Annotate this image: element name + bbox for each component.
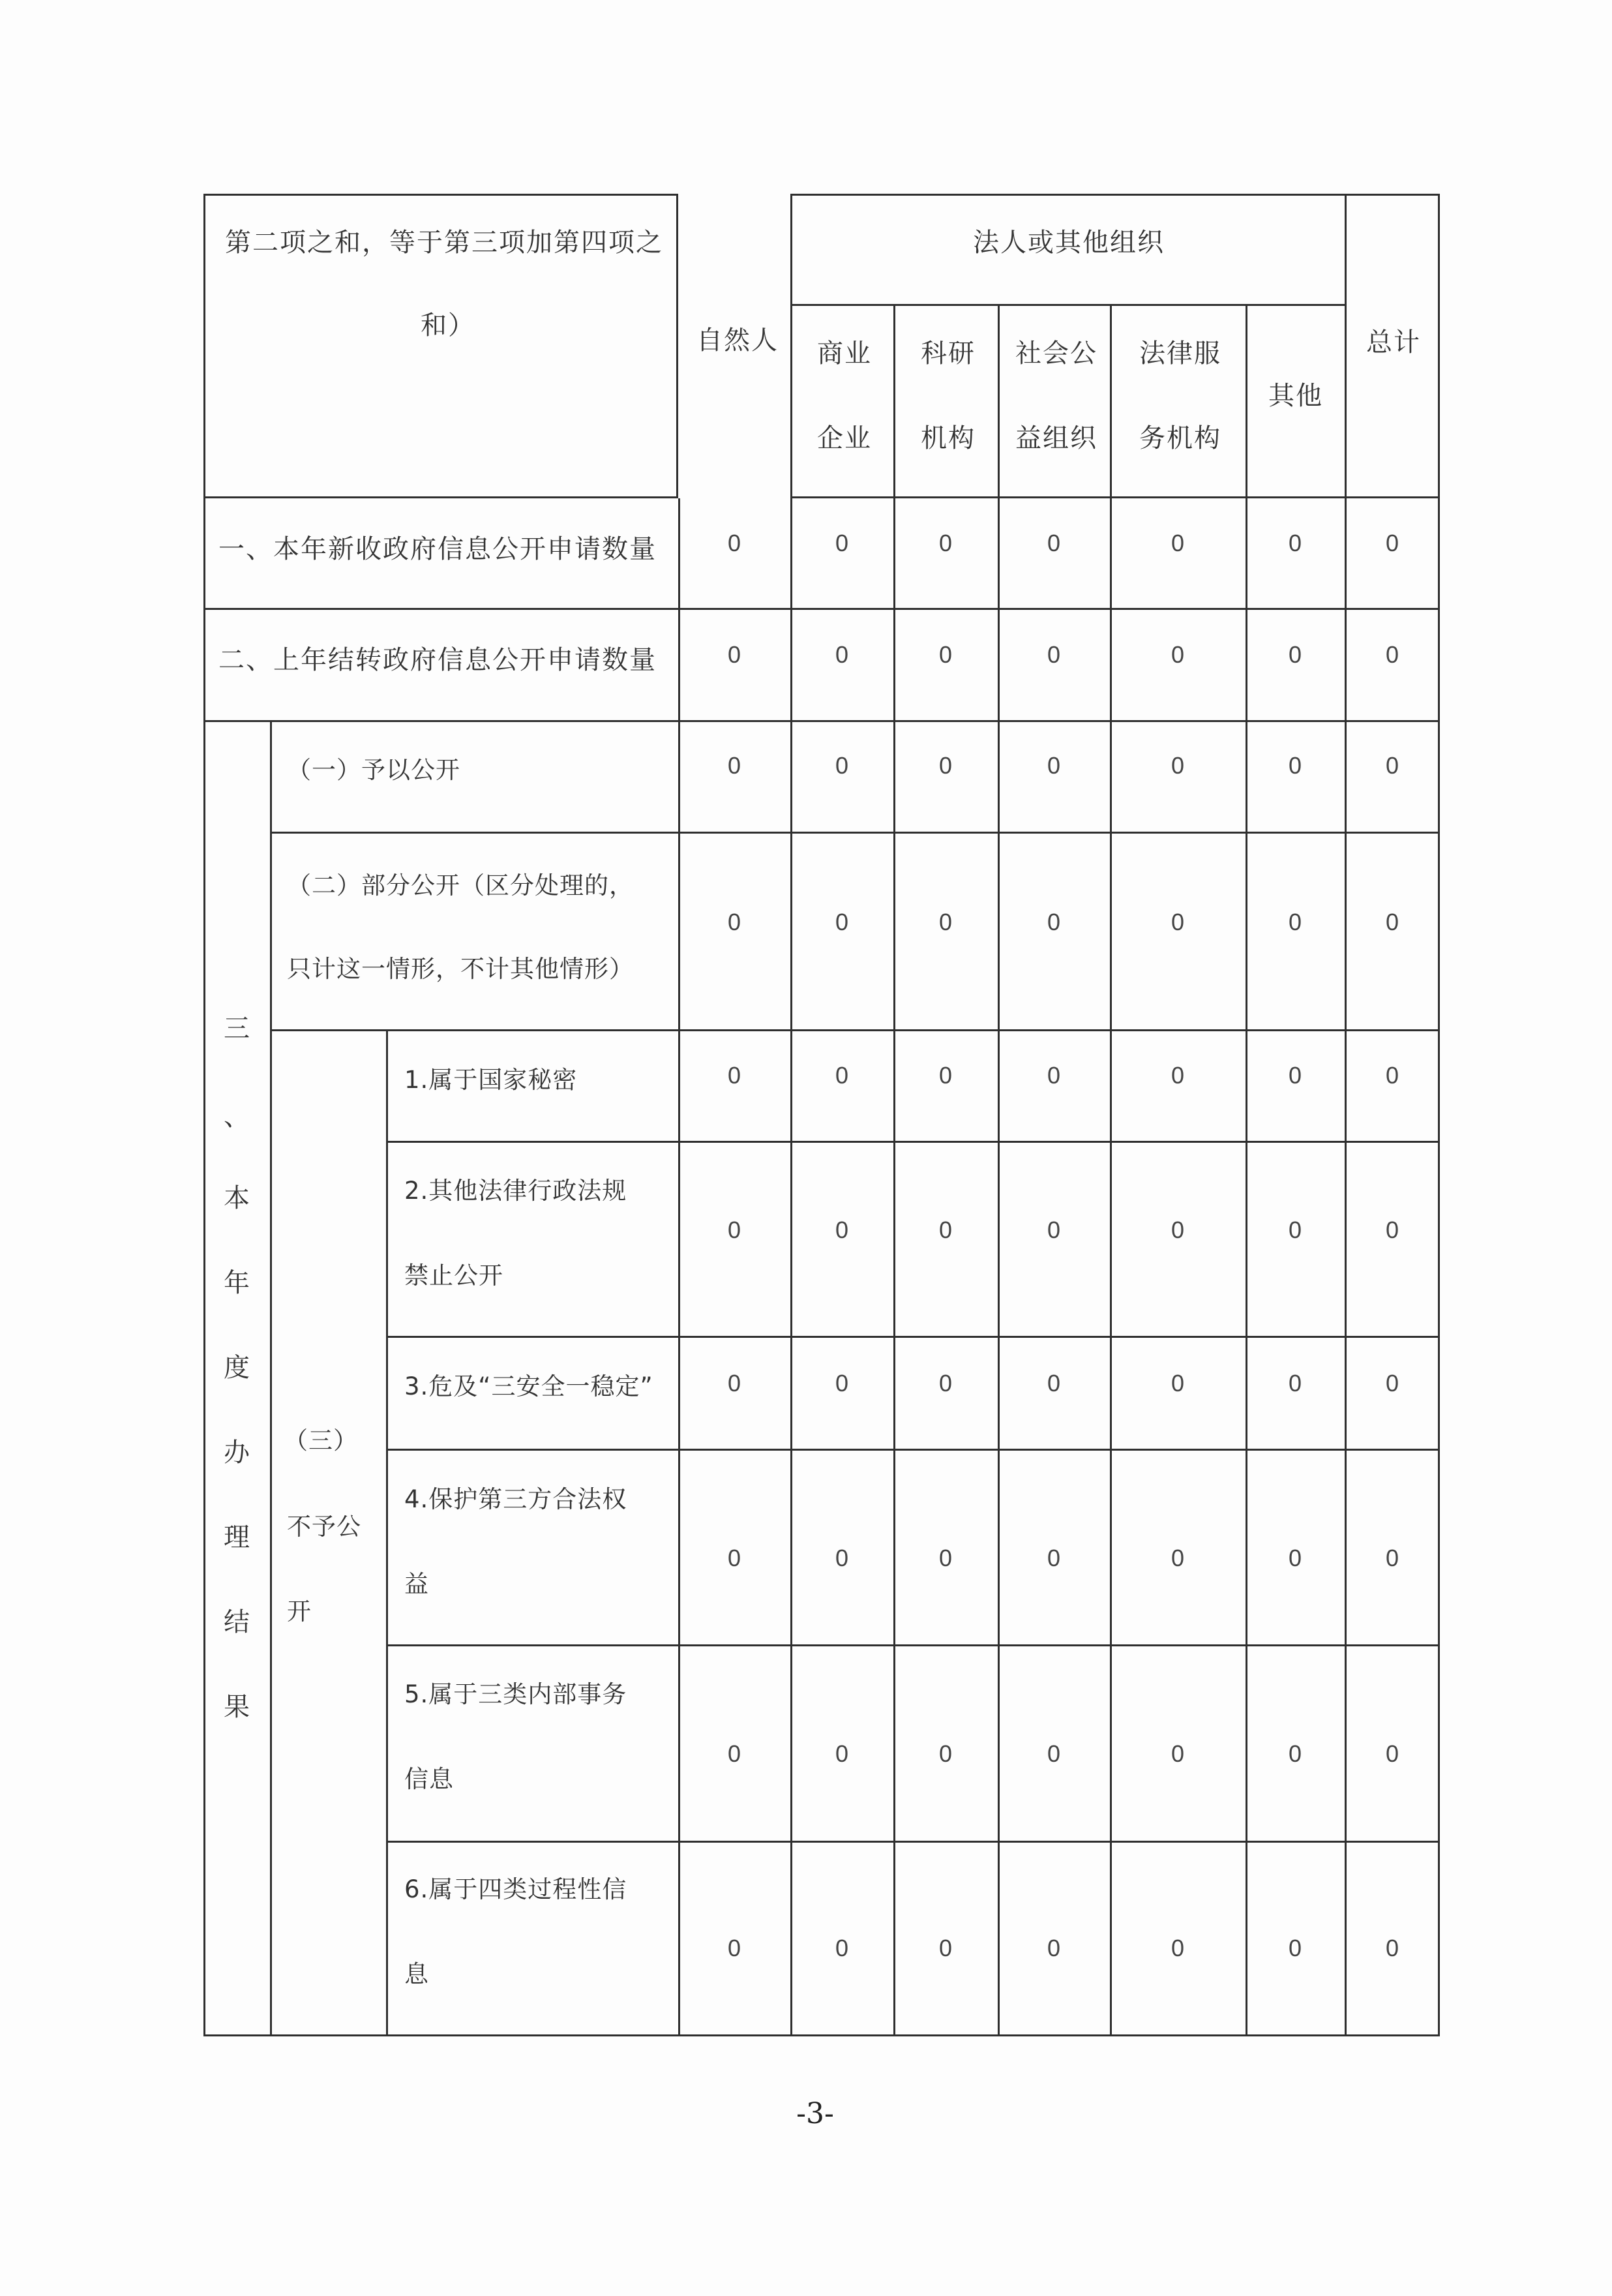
header-legal-group: 法人或其他组织 xyxy=(973,228,1165,258)
section3-char-3: 年 xyxy=(224,1268,250,1298)
col-line-4 xyxy=(1246,498,1247,2036)
cell-value: 0 xyxy=(1385,530,1399,556)
header-title-line2: 和） xyxy=(421,310,475,340)
row-label-law-l2: 禁止公开 xyxy=(404,1261,503,1290)
cell-value: 0 xyxy=(1385,1062,1399,1089)
cell-value: 0 xyxy=(1385,909,1399,935)
cell-value: 0 xyxy=(938,1935,953,1961)
subcol-divider-3 xyxy=(1110,304,1112,498)
cell-value: 0 xyxy=(1047,1370,1061,1397)
header-total: 总计 xyxy=(1366,327,1421,357)
cell-value: 0 xyxy=(1171,1216,1185,1243)
row-line-8 xyxy=(386,1644,1440,1646)
cell-value: 0 xyxy=(1047,1935,1061,1961)
row-label-carried-over: 二、上年结转政府信息公开申请数量 xyxy=(218,645,657,675)
total-col-divider-top xyxy=(1345,194,1347,498)
row-label-disclosed: （一）予以公开 xyxy=(287,756,460,784)
cell-value: 0 xyxy=(938,1740,953,1767)
section3-char-0: 三 xyxy=(224,1014,250,1044)
cell-value: 0 xyxy=(938,1216,953,1243)
cell-value: 0 xyxy=(1288,1062,1302,1089)
cell-value: 0 xyxy=(1288,1216,1302,1243)
col-line-natural-left xyxy=(678,498,680,2036)
cell-value: 0 xyxy=(1385,1935,1399,1961)
header-subcol-3-l1: 社会公 xyxy=(1015,339,1097,369)
cell-value: 0 xyxy=(1171,1545,1185,1571)
page-number: -3- xyxy=(796,2097,834,2130)
section3-char-2: 本 xyxy=(224,1183,250,1213)
cell-value: 0 xyxy=(1171,1062,1185,1089)
cell-value: 0 xyxy=(727,909,741,935)
row-label-partial-l1: （二）部分公开（区分处理的， xyxy=(287,871,634,899)
cell-value: 0 xyxy=(1047,1216,1061,1243)
cell-value: 0 xyxy=(1288,1935,1302,1961)
cell-value: 0 xyxy=(1047,909,1061,935)
row-line-4 xyxy=(270,1029,1440,1031)
nodisclose-col-line xyxy=(386,1029,388,2036)
cell-value: 0 xyxy=(1171,1370,1185,1397)
cell-value: 0 xyxy=(835,1740,849,1767)
cell-value: 0 xyxy=(1385,641,1399,668)
header-subcol-1-l1: 商业 xyxy=(817,339,872,369)
cell-value: 0 xyxy=(1047,1740,1061,1767)
cell-value: 0 xyxy=(1047,1545,1061,1571)
cell-value: 0 xyxy=(835,1935,849,1961)
row-label-process-l2: 息 xyxy=(404,1960,429,1988)
col-line-1 xyxy=(893,498,895,2036)
cell-value: 0 xyxy=(938,752,953,779)
col-line-natural-right xyxy=(790,498,792,2036)
cell-value: 0 xyxy=(1047,641,1061,668)
cell-value: 0 xyxy=(938,1370,953,1397)
cell-value: 0 xyxy=(1385,1216,1399,1243)
nodisclose-label-l2: 不予公 xyxy=(287,1513,361,1541)
section3-char-7: 结 xyxy=(224,1607,250,1637)
header-subcol-5: 其他 xyxy=(1268,381,1323,411)
cell-value: 0 xyxy=(727,1216,741,1243)
cell-value: 0 xyxy=(1385,1740,1399,1767)
col-line-total xyxy=(1345,498,1347,2036)
section3-col-line xyxy=(270,720,272,2036)
cell-value: 0 xyxy=(727,1740,741,1767)
cell-value: 0 xyxy=(835,530,849,556)
row-label-partial-l2: 只计这一情形，不计其他情形） xyxy=(287,955,634,983)
cell-value: 0 xyxy=(727,1062,741,1089)
section3-char-8: 果 xyxy=(224,1692,250,1722)
cell-value: 0 xyxy=(727,530,741,556)
results-table xyxy=(203,498,1440,2036)
cell-value: 0 xyxy=(938,1545,953,1571)
section3-char-1: 、 xyxy=(224,1102,250,1132)
cell-value: 0 xyxy=(835,1370,849,1397)
header-subcol-2-l1: 科研 xyxy=(921,339,976,369)
header-title-line1: 第二项之和，等于第三项加第四项之 xyxy=(225,228,663,258)
cell-value: 0 xyxy=(938,909,953,935)
cell-value: 0 xyxy=(1171,909,1185,935)
row-label-state-secret: 1.属于国家秘密 xyxy=(404,1066,578,1094)
cell-value: 0 xyxy=(1047,752,1061,779)
cell-value: 0 xyxy=(938,530,953,556)
cell-value: 0 xyxy=(1385,1545,1399,1571)
cell-value: 0 xyxy=(835,752,849,779)
legal-group-divider xyxy=(790,304,1347,306)
header-title-cell xyxy=(203,194,678,498)
row-line-9 xyxy=(386,1841,1440,1843)
cell-value: 0 xyxy=(938,641,953,668)
col-line-2 xyxy=(998,498,1000,2036)
header-subcol-2-l2: 机构 xyxy=(921,423,976,453)
row-label-internal-l1: 5.属于三类内部事务 xyxy=(404,1680,627,1708)
cell-value: 0 xyxy=(1288,1370,1302,1397)
cell-value: 0 xyxy=(1385,752,1399,779)
subcol-divider-4 xyxy=(1246,304,1247,498)
row-label-thirdparty-l1: 4.保护第三方合法权 xyxy=(404,1485,627,1513)
cell-value: 0 xyxy=(938,1062,953,1089)
cell-value: 0 xyxy=(1171,1935,1185,1961)
header-natural-person: 自然人 xyxy=(696,325,779,355)
row-line-5 xyxy=(386,1141,1440,1143)
cell-value: 0 xyxy=(1288,641,1302,668)
cell-value: 0 xyxy=(727,752,741,779)
row-label-internal-l2: 信息 xyxy=(404,1765,454,1793)
row-line-6 xyxy=(386,1336,1440,1338)
cell-value: 0 xyxy=(727,1545,741,1571)
row-line-2 xyxy=(203,720,1440,722)
subcol-divider-2 xyxy=(998,304,1000,498)
header-subcol-4-l1: 法律服 xyxy=(1139,339,1221,369)
cell-value: 0 xyxy=(835,1062,849,1089)
row-label-law-l1: 2.其他法律行政法规 xyxy=(404,1177,627,1205)
cell-value: 0 xyxy=(1288,1545,1302,1571)
row-label-new-requests: 一、本年新收政府信息公开申请数量 xyxy=(218,534,657,564)
cell-value: 0 xyxy=(727,1370,741,1397)
row-label-process-l1: 6.属于四类过程性信 xyxy=(404,1875,627,1903)
cell-value: 0 xyxy=(835,1545,849,1571)
cell-value: 0 xyxy=(1288,752,1302,779)
cell-value: 0 xyxy=(1288,909,1302,935)
cell-value: 0 xyxy=(727,1935,741,1961)
row-label-thirdparty-l2: 益 xyxy=(404,1570,429,1598)
row-line-3 xyxy=(270,832,1440,834)
section3-char-6: 理 xyxy=(224,1522,250,1552)
cell-value: 0 xyxy=(1171,641,1185,668)
subcol-divider-1 xyxy=(893,304,895,498)
cell-value: 0 xyxy=(727,641,741,668)
cell-value: 0 xyxy=(1171,530,1185,556)
section3-char-5: 办 xyxy=(224,1438,250,1468)
header-subcol-4-l2: 务机构 xyxy=(1139,423,1221,453)
row-line-1 xyxy=(203,608,1440,610)
cell-value: 0 xyxy=(1171,1740,1185,1767)
cell-value: 0 xyxy=(1047,1062,1061,1089)
header-subcol-3-l2: 益组织 xyxy=(1015,423,1097,453)
cell-value: 0 xyxy=(1288,1740,1302,1767)
nodisclose-label-l3: 开 xyxy=(287,1597,312,1625)
row-label-security: 3.危及“三安全一稳定” xyxy=(404,1372,653,1400)
cell-value: 0 xyxy=(1047,530,1061,556)
nodisclose-label-l1: （三） xyxy=(284,1427,358,1455)
cell-value: 0 xyxy=(1288,530,1302,556)
col-line-3 xyxy=(1110,498,1112,2036)
section3-char-4: 度 xyxy=(224,1353,250,1383)
header-subcol-1-l2: 企业 xyxy=(817,423,872,453)
row-line-7 xyxy=(386,1449,1440,1451)
cell-value: 0 xyxy=(1385,1370,1399,1397)
cell-value: 0 xyxy=(835,909,849,935)
cell-value: 0 xyxy=(835,641,849,668)
cell-value: 0 xyxy=(1171,752,1185,779)
cell-value: 0 xyxy=(835,1216,849,1243)
